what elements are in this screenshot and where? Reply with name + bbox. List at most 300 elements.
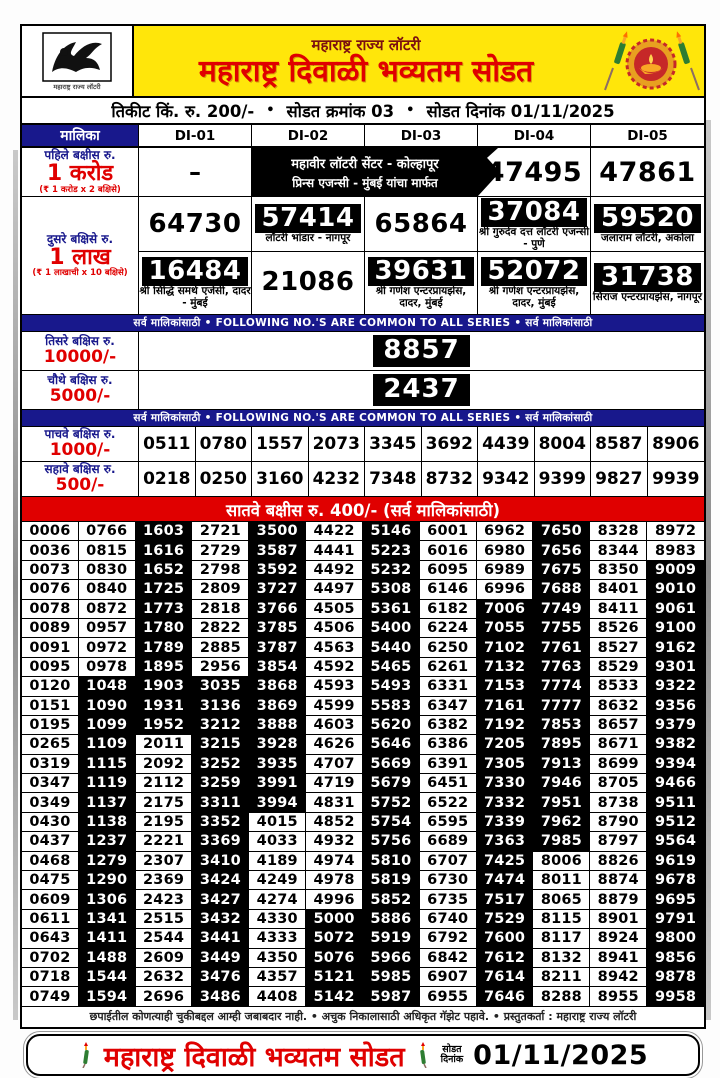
prize-label-text: चौथे बक्षिस रु. bbox=[47, 373, 113, 388]
grid-number: 5493 bbox=[363, 677, 420, 696]
firecracker-icon bbox=[415, 1042, 431, 1068]
grid-number: 9564 bbox=[647, 832, 704, 851]
grid-number: 4563 bbox=[306, 638, 363, 657]
grid-number: 4996 bbox=[306, 890, 363, 909]
seventh-prize-banner: सातवे बक्षीस रु. 400/- (सर्व मालिकांसाठी) bbox=[22, 496, 704, 521]
grid-number: 1115 bbox=[79, 755, 136, 774]
grid-number: 7305 bbox=[477, 755, 534, 774]
grid-number: 7529 bbox=[477, 910, 534, 929]
grid-number: 5987 bbox=[363, 987, 420, 1006]
second-prize-cell bbox=[252, 252, 365, 314]
second-prize-row-1 bbox=[139, 197, 704, 252]
prize-number: – bbox=[189, 158, 201, 186]
grid-number: 1603 bbox=[136, 522, 193, 541]
grid-number: 0468 bbox=[22, 852, 79, 871]
grid-number: 7600 bbox=[477, 929, 534, 948]
common-series-banner: सर्व मालिकांसाठी • FOLLOWING NO.'S ARE COMMON TO ALL SERIES • सर्व मालिकांसाठी bbox=[22, 409, 704, 426]
diya-emblem bbox=[598, 26, 704, 96]
grid-number: 0319 bbox=[22, 755, 79, 774]
grid-number: 2544 bbox=[136, 929, 193, 948]
grid-number: 7763 bbox=[533, 658, 590, 677]
grid-number: 6016 bbox=[420, 541, 477, 560]
footer-title-bar bbox=[26, 1034, 700, 1076]
footer-date-label-line2: दिनांक bbox=[440, 1054, 464, 1065]
grid-number: 5583 bbox=[363, 697, 420, 716]
prize-number: 2073 bbox=[309, 427, 366, 461]
second-prize-cell bbox=[139, 197, 252, 251]
grid-number: 5440 bbox=[363, 638, 420, 657]
second-prize-row-2 bbox=[139, 252, 704, 314]
grid-number: 2818 bbox=[192, 600, 249, 619]
grid-number: 4603 bbox=[306, 716, 363, 735]
prize-number: 31738 bbox=[594, 263, 701, 292]
grid-number: 5361 bbox=[363, 600, 420, 619]
grid-number: 8874 bbox=[590, 871, 647, 890]
grid-number: 0702 bbox=[22, 949, 79, 968]
grid-number: 5679 bbox=[363, 774, 420, 793]
third-prize-row bbox=[22, 331, 704, 370]
grid-number: 2632 bbox=[136, 968, 193, 987]
draw-date: सोडत दिनांक 01/11/2025 bbox=[426, 102, 615, 121]
grid-number: 7474 bbox=[477, 871, 534, 890]
series-column-header: DI-04 bbox=[478, 125, 591, 146]
grid-number: 5232 bbox=[363, 561, 420, 580]
prize-label-text: तिसरे बक्षिस रु. bbox=[45, 334, 115, 349]
grid-number: 4506 bbox=[306, 619, 363, 638]
first-prize-label bbox=[22, 148, 139, 196]
grid-number: 0265 bbox=[22, 735, 79, 754]
grid-number: 1341 bbox=[79, 910, 136, 929]
series-column-header: DI-01 bbox=[139, 125, 252, 146]
agent-name: श्री गुरुदेव दत्त लॉटरी एजन्सी - पुणे bbox=[478, 226, 590, 250]
grid-number: 1048 bbox=[79, 677, 136, 696]
grid-number: 5646 bbox=[363, 735, 420, 754]
grid-number: 9356 bbox=[647, 697, 704, 716]
grid-number: 0609 bbox=[22, 890, 79, 909]
grid-number: 3252 bbox=[192, 755, 249, 774]
grid-number: 9382 bbox=[647, 735, 704, 754]
grid-number: 3727 bbox=[249, 580, 306, 599]
grid-number: 1652 bbox=[136, 561, 193, 580]
grid-number: 1411 bbox=[79, 929, 136, 948]
grid-number: 6001 bbox=[420, 522, 477, 541]
grid-number: 6522 bbox=[420, 793, 477, 812]
third-prize-label bbox=[22, 332, 139, 370]
prize-number: 9342 bbox=[478, 462, 535, 496]
grid-number: 4497 bbox=[306, 580, 363, 599]
grid-number: 5756 bbox=[363, 832, 420, 851]
grid-number: 0078 bbox=[22, 600, 79, 619]
grid-number: 2822 bbox=[192, 619, 249, 638]
grid-number: 3311 bbox=[192, 793, 249, 812]
grid-number: 3592 bbox=[249, 561, 306, 580]
grid-number: 1780 bbox=[136, 619, 193, 638]
second-prize-cell bbox=[591, 252, 704, 314]
grid-number: 0957 bbox=[79, 619, 136, 638]
grid-number: 5919 bbox=[363, 929, 420, 948]
disclaimer-text: छपाईतील कोणत्याही चुकीबद्दल आम्ही जबाबदार नाही. • अचुक निकालासाठी अधिकृत गॅझेट पहावे. • प्रस्तुतकर्ता : महाराष्ट्र राज्य लॉटरी bbox=[89, 1010, 637, 1024]
grid-number: 7774 bbox=[533, 677, 590, 696]
grid-number: 6331 bbox=[420, 677, 477, 696]
prize-amount: 5000/- bbox=[49, 386, 111, 407]
grid-number: 0349 bbox=[22, 793, 79, 812]
grid-number: 8211 bbox=[533, 968, 590, 987]
grid-number: 1488 bbox=[79, 949, 136, 968]
grid-number: 4932 bbox=[306, 832, 363, 851]
grid-number: 5076 bbox=[306, 949, 363, 968]
second-prize-cell bbox=[365, 197, 478, 251]
grid-number: 5852 bbox=[363, 890, 420, 909]
prize-number: 4232 bbox=[309, 462, 366, 496]
prize-amount: 500/- bbox=[55, 475, 105, 496]
grid-number: 1137 bbox=[79, 793, 136, 812]
prize-label-text: पाचवे बक्षिस रु. bbox=[44, 427, 116, 442]
grid-number: 1594 bbox=[79, 987, 136, 1006]
prize-number: 21086 bbox=[261, 267, 355, 298]
agent-name: प्रिन्स एजन्सी - मुंबई यांचा मार्फत bbox=[292, 175, 438, 190]
agent-name: श्री गणेश एन्टरप्रायझेस, दादर, मुंबई bbox=[488, 285, 580, 309]
prize-number: 9827 bbox=[591, 462, 648, 496]
grid-number: 4593 bbox=[306, 677, 363, 696]
grid-number: 3352 bbox=[192, 813, 249, 832]
grid-number: 0830 bbox=[79, 561, 136, 580]
first-prize-agent-box bbox=[252, 148, 478, 196]
grid-number: 4408 bbox=[249, 987, 306, 1006]
series-header-row bbox=[22, 123, 704, 146]
grid-number: 0076 bbox=[22, 580, 79, 599]
prize-label-text: दुसरे बक्षिसे रु. bbox=[46, 231, 114, 246]
grid-number: 4719 bbox=[306, 774, 363, 793]
second-prize-block bbox=[22, 196, 704, 314]
grid-number: 8942 bbox=[590, 968, 647, 987]
grid-number: 1952 bbox=[136, 716, 193, 735]
grid-number: 8705 bbox=[590, 774, 647, 793]
grid-number: 1903 bbox=[136, 677, 193, 696]
grid-number: 7646 bbox=[477, 987, 534, 1006]
grid-number: 3868 bbox=[249, 677, 306, 696]
grid-number: 8350 bbox=[590, 561, 647, 580]
grid-number: 4852 bbox=[306, 813, 363, 832]
prize-number: 8587 bbox=[591, 427, 648, 461]
second-prize-label bbox=[22, 197, 139, 314]
footer-date-label bbox=[441, 1045, 464, 1066]
sixth-prize-row bbox=[22, 461, 704, 496]
grid-number: 3427 bbox=[192, 890, 249, 909]
grid-number: 3869 bbox=[249, 697, 306, 716]
prize-number: 3160 bbox=[252, 462, 309, 496]
grid-number: 9010 bbox=[647, 580, 704, 599]
grid-number: 5308 bbox=[363, 580, 420, 599]
first-prize-di01 bbox=[139, 148, 252, 196]
grid-number: 1544 bbox=[79, 968, 136, 987]
grid-number: 4599 bbox=[306, 697, 363, 716]
grid-number: 0006 bbox=[22, 522, 79, 541]
state-lottery-logo bbox=[22, 26, 134, 96]
grid-number: 3410 bbox=[192, 852, 249, 871]
first-prize-di05 bbox=[591, 148, 704, 196]
grid-number: 4249 bbox=[249, 871, 306, 890]
grid-number: 6595 bbox=[420, 813, 477, 832]
grid-number: 8671 bbox=[590, 735, 647, 754]
grid-number: 8941 bbox=[590, 949, 647, 968]
grid-number: 2696 bbox=[136, 987, 193, 1006]
grid-number: 3259 bbox=[192, 774, 249, 793]
grid-number: 0151 bbox=[22, 697, 79, 716]
grid-number: 8527 bbox=[590, 638, 647, 657]
grid-number: 0347 bbox=[22, 774, 79, 793]
grid-number: 0095 bbox=[22, 658, 79, 677]
grid-number: 8699 bbox=[590, 755, 647, 774]
prize-number: 0780 bbox=[196, 427, 253, 461]
grid-number: 1237 bbox=[79, 832, 136, 851]
grid-number: 0195 bbox=[22, 716, 79, 735]
grid-number: 0978 bbox=[79, 658, 136, 677]
grid-number: 9100 bbox=[647, 619, 704, 638]
grid-number: 3424 bbox=[192, 871, 249, 890]
grid-number: 1279 bbox=[79, 852, 136, 871]
grid-number: 5620 bbox=[363, 716, 420, 735]
prize-amount: 10000/- bbox=[43, 347, 117, 368]
grid-number: 2798 bbox=[192, 561, 249, 580]
grid-number: 7777 bbox=[533, 697, 590, 716]
grid-number: 6792 bbox=[420, 929, 477, 948]
grid-number: 8955 bbox=[590, 987, 647, 1006]
grid-number: 8901 bbox=[590, 910, 647, 929]
grid-number: 9878 bbox=[647, 968, 704, 987]
grid-number: 9322 bbox=[647, 677, 704, 696]
grid-number: 8328 bbox=[590, 522, 647, 541]
prize-amount: 1 लाख bbox=[49, 244, 111, 270]
grid-number: 7656 bbox=[533, 541, 590, 560]
grid-number: 8117 bbox=[533, 929, 590, 948]
grid-number: 4626 bbox=[306, 735, 363, 754]
grid-number: 5146 bbox=[363, 522, 420, 541]
grid-number: 3785 bbox=[249, 619, 306, 638]
grid-number: 8924 bbox=[590, 929, 647, 948]
series-label: मालिका bbox=[22, 125, 139, 146]
grid-number: 1138 bbox=[79, 813, 136, 832]
prize-number: 3692 bbox=[422, 427, 479, 461]
grid-number: 6740 bbox=[420, 910, 477, 929]
grid-number: 7650 bbox=[533, 522, 590, 541]
grid-number: 2112 bbox=[136, 774, 193, 793]
grid-number: 5142 bbox=[306, 987, 363, 1006]
prize-number: 16484 bbox=[142, 257, 249, 286]
grid-number: 6451 bbox=[420, 774, 477, 793]
grid-number: 7363 bbox=[477, 832, 534, 851]
grid-number: 6224 bbox=[420, 619, 477, 638]
fourth-prize-label bbox=[22, 371, 139, 409]
second-prize-cell bbox=[139, 252, 252, 314]
third-prize-number-cell bbox=[139, 332, 704, 370]
bullet-icon: • bbox=[406, 103, 415, 118]
grid-number: 6955 bbox=[420, 987, 477, 1006]
footer-title: महाराष्ट्र दिवाळी भव्यतम सोडत bbox=[103, 1041, 405, 1073]
series-column-header: DI-03 bbox=[365, 125, 478, 146]
grid-number: 0643 bbox=[22, 929, 79, 948]
grid-number: 8983 bbox=[647, 541, 704, 560]
grid-number: 2956 bbox=[192, 658, 249, 677]
prize-number: 4439 bbox=[478, 427, 535, 461]
grid-number: 2221 bbox=[136, 832, 193, 851]
draw-number: सोडत क्रमांक 03 bbox=[286, 102, 395, 121]
grid-number: 9162 bbox=[647, 638, 704, 657]
grid-number: 4033 bbox=[249, 832, 306, 851]
grid-number: 7675 bbox=[533, 561, 590, 580]
grid-number: 6182 bbox=[420, 600, 477, 619]
grid-number: 8401 bbox=[590, 580, 647, 599]
agent-name: श्री सिद्धि समर्थ एजेंसी, दादर - मुंबई bbox=[139, 285, 251, 309]
grid-number: 9394 bbox=[647, 755, 704, 774]
grid-number: 4831 bbox=[306, 793, 363, 812]
grid-number: 6707 bbox=[420, 852, 477, 871]
grid-number: 8011 bbox=[533, 871, 590, 890]
grid-number: 7946 bbox=[533, 774, 590, 793]
grid-number: 2609 bbox=[136, 949, 193, 968]
fifth-prize-label bbox=[22, 427, 139, 461]
grid-number: 0475 bbox=[22, 871, 79, 890]
grid-number: 5752 bbox=[363, 793, 420, 812]
grid-number: 7913 bbox=[533, 755, 590, 774]
prize-number: 9399 bbox=[535, 462, 592, 496]
grid-number: 3928 bbox=[249, 735, 306, 754]
second-prize-cell bbox=[365, 252, 478, 314]
grid-number: 2092 bbox=[136, 755, 193, 774]
prize-number: 39631 bbox=[368, 257, 475, 286]
grid-number: 7006 bbox=[477, 600, 534, 619]
grid-number: 0073 bbox=[22, 561, 79, 580]
grid-number: 3854 bbox=[249, 658, 306, 677]
footer-date-label-line1: सोडत bbox=[442, 1043, 462, 1055]
prize-note: (₹ 1 करोड x 2 बक्षिसे) bbox=[39, 184, 121, 195]
grid-number: 3035 bbox=[192, 677, 249, 696]
grid-number: 0840 bbox=[79, 580, 136, 599]
prize-number: 2437 bbox=[373, 374, 469, 405]
grid-number: 6842 bbox=[420, 949, 477, 968]
grid-number: 8533 bbox=[590, 677, 647, 696]
grid-number: 5810 bbox=[363, 852, 420, 871]
prize-number: 8906 bbox=[652, 434, 700, 454]
grid-number: 7132 bbox=[477, 658, 534, 677]
grid-number: 4015 bbox=[249, 813, 306, 832]
grid-number: 2721 bbox=[192, 522, 249, 541]
grid-number: 3432 bbox=[192, 910, 249, 929]
grid-number: 1306 bbox=[79, 890, 136, 909]
grid-number: 2423 bbox=[136, 890, 193, 909]
prize-number: 0250 bbox=[196, 462, 253, 496]
logo-caption: महाराष्ट्र राज्य लॉटरी bbox=[53, 82, 101, 91]
prize-label-text: पहिले बक्षीस रु. bbox=[44, 148, 116, 163]
grid-number: 6689 bbox=[420, 832, 477, 851]
grid-number: 0815 bbox=[79, 541, 136, 560]
diya-firecracker-icon bbox=[601, 30, 701, 92]
prize-number: 37084 bbox=[481, 198, 588, 227]
grid-number: 5121 bbox=[306, 968, 363, 987]
second-prize-cell bbox=[591, 197, 704, 251]
grid-number: 4330 bbox=[249, 910, 306, 929]
grid-number: 7614 bbox=[477, 968, 534, 987]
grid-number: 2369 bbox=[136, 871, 193, 890]
grid-number: 4592 bbox=[306, 658, 363, 677]
grid-number: 2195 bbox=[136, 813, 193, 832]
prize-amount: 1000/- bbox=[49, 440, 111, 461]
grid-number: 7425 bbox=[477, 852, 534, 871]
grid-number: 4974 bbox=[306, 852, 363, 871]
grid-number: 2809 bbox=[192, 580, 249, 599]
grid-number: 6347 bbox=[420, 697, 477, 716]
grid-number: 9619 bbox=[647, 852, 704, 871]
grid-number: 1931 bbox=[136, 697, 193, 716]
grid-number: 1616 bbox=[136, 541, 193, 560]
grid-number: 4274 bbox=[249, 890, 306, 909]
grid-number: 3991 bbox=[249, 774, 306, 793]
grid-number: 9695 bbox=[647, 890, 704, 909]
grid-number: 9512 bbox=[647, 813, 704, 832]
grid-number: 4422 bbox=[306, 522, 363, 541]
grid-number: 7755 bbox=[533, 619, 590, 638]
grid-number: 4441 bbox=[306, 541, 363, 560]
grid-number: 8657 bbox=[590, 716, 647, 735]
grid-number: 5465 bbox=[363, 658, 420, 677]
grid-number: 9009 bbox=[647, 561, 704, 580]
grid-number: 6962 bbox=[477, 522, 534, 541]
grid-number: 8526 bbox=[590, 619, 647, 638]
grid-number: 0091 bbox=[22, 638, 79, 657]
second-prize-cell bbox=[478, 197, 591, 251]
grid-number: 9800 bbox=[647, 929, 704, 948]
grid-number: 0718 bbox=[22, 968, 79, 987]
prize-number: 8732 bbox=[422, 462, 479, 496]
grid-number: 3486 bbox=[192, 987, 249, 1006]
grid-number: 7102 bbox=[477, 638, 534, 657]
grid-number: 5754 bbox=[363, 813, 420, 832]
grid-number: 5000 bbox=[306, 910, 363, 929]
agent-name: लॉटरी भांडार - नागपूर bbox=[265, 231, 351, 244]
grid-number: 1119 bbox=[79, 774, 136, 793]
prize-note: (₹ 1 लाखाची x 10 बक्षिसे) bbox=[32, 268, 128, 279]
sixth-prize-label bbox=[22, 462, 139, 496]
grid-number: 5072 bbox=[306, 929, 363, 948]
grid-number: 8738 bbox=[590, 793, 647, 812]
grid-number: 4505 bbox=[306, 600, 363, 619]
grid-number: 7339 bbox=[477, 813, 534, 832]
grid-number: 7205 bbox=[477, 735, 534, 754]
grid-number: 9678 bbox=[647, 871, 704, 890]
grid-number: 7612 bbox=[477, 949, 534, 968]
grid-number: 1789 bbox=[136, 638, 193, 657]
grid-number: 8344 bbox=[590, 541, 647, 560]
prize-number: 57414 bbox=[255, 204, 362, 233]
prize-number: 0511 bbox=[139, 427, 196, 461]
grid-number: 3476 bbox=[192, 968, 249, 987]
grid-number: 4978 bbox=[306, 871, 363, 890]
grid-number: 7330 bbox=[477, 774, 534, 793]
grid-number: 0036 bbox=[22, 541, 79, 560]
second-prize-cell bbox=[478, 252, 591, 314]
grid-number: 6907 bbox=[420, 968, 477, 987]
lottery-result-sheet bbox=[20, 24, 706, 1029]
agent-name: सिराज एन्टरप्रायझेस, नागपूर bbox=[592, 290, 703, 303]
grid-number: 7951 bbox=[533, 793, 590, 812]
bullet-icon: • bbox=[266, 103, 275, 118]
footer-date: 01/11/2025 bbox=[473, 1039, 649, 1071]
grid-number: 0089 bbox=[22, 619, 79, 638]
grid-number: 6382 bbox=[420, 716, 477, 735]
first-prize-row bbox=[22, 146, 704, 196]
grid-number: 1099 bbox=[79, 716, 136, 735]
grid-number: 3935 bbox=[249, 755, 306, 774]
grid-number: 6250 bbox=[420, 638, 477, 657]
